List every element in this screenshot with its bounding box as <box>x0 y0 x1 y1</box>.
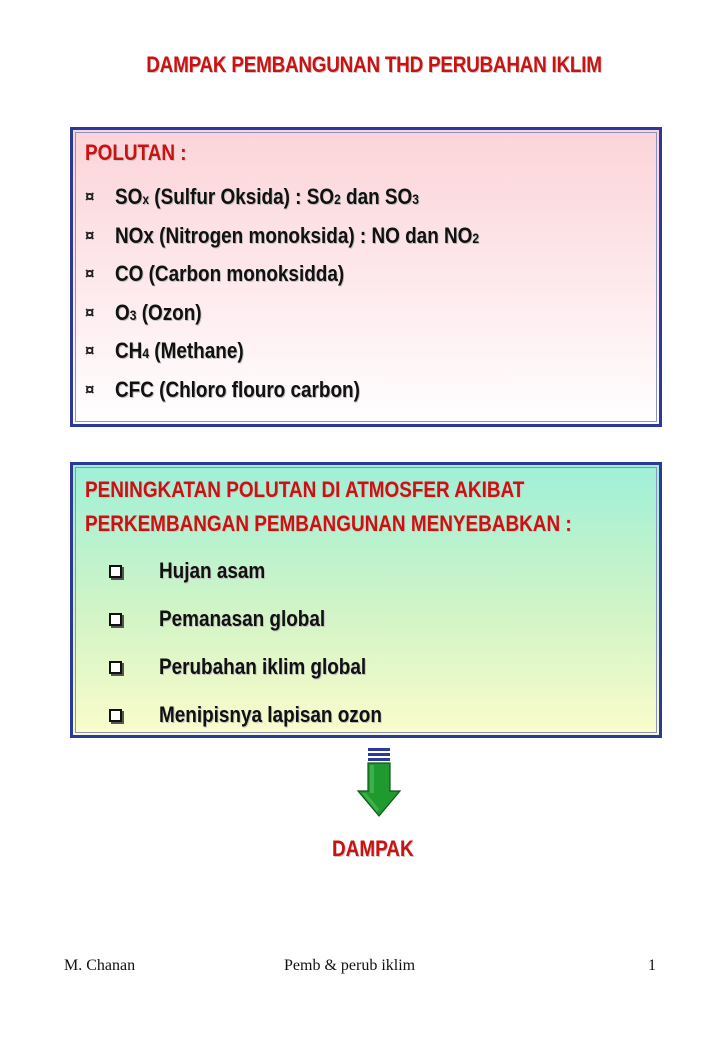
list-item <box>85 294 538 333</box>
checkbox-bullet-icon <box>109 565 122 578</box>
footer-author: M. Chanan <box>64 957 136 974</box>
pollutants-box <box>70 127 662 427</box>
down-arrow-icon <box>356 748 402 820</box>
list-item <box>85 178 538 217</box>
dampak-label: DAMPAK <box>332 836 414 861</box>
footer-title: Pemb & perub iklim <box>284 957 416 974</box>
list-item <box>109 547 418 595</box>
bullet-icon: ¤ <box>85 187 95 207</box>
checkbox-bullet-icon <box>109 661 122 674</box>
footer-page-number: 1 <box>648 957 656 974</box>
pollutant-text: SOx (Sulfur Oksida) : SO2 dan SO3 <box>115 184 419 210</box>
slide-title: DAMPAK PEMBANGUNAN THD PERUBAHAN IKLIM <box>146 52 602 77</box>
effects-heading-line1: PENINGKATAN POLUTAN DI ATMOSFER AKIBAT <box>85 477 525 502</box>
list-item <box>109 595 418 643</box>
effects-list <box>109 547 418 739</box>
pollutant-text: O3 (Ozon) <box>115 299 202 325</box>
checkbox-bullet-icon <box>109 709 122 722</box>
pollutants-list <box>85 178 538 409</box>
effects-box <box>70 462 662 738</box>
list-item <box>109 643 418 691</box>
bullet-icon: ¤ <box>85 225 95 245</box>
effect-text: Hujan asam <box>159 558 266 583</box>
list-item <box>85 255 538 294</box>
effect-text: Menipisnya lapisan ozon <box>159 702 382 727</box>
bullet-icon: ¤ <box>85 341 95 361</box>
pollutants-heading: POLUTAN : <box>85 140 187 165</box>
pollutant-text: CH4 (Methane) <box>115 338 244 364</box>
pollutant-text: CO (Carbon monoksidda) <box>115 261 345 287</box>
list-item <box>109 691 418 739</box>
effect-text: Perubahan iklim global <box>159 654 367 679</box>
list-item <box>85 217 538 256</box>
pollutant-text: NOx (Nitrogen monoksida) : NO dan NO2 <box>115 222 480 248</box>
pollutant-text: CFC (Chloro flouro carbon) <box>115 376 360 402</box>
list-item <box>85 371 538 410</box>
checkbox-bullet-icon <box>109 613 122 626</box>
effect-text: Pemanasan global <box>159 606 326 631</box>
bullet-icon: ¤ <box>85 379 95 399</box>
bullet-icon: ¤ <box>85 264 95 284</box>
list-item <box>85 332 538 371</box>
bullet-icon: ¤ <box>85 302 95 322</box>
effects-heading-line2: PERKEMBANGAN PEMBANGUNAN MENYEBABKAN : <box>85 511 572 536</box>
